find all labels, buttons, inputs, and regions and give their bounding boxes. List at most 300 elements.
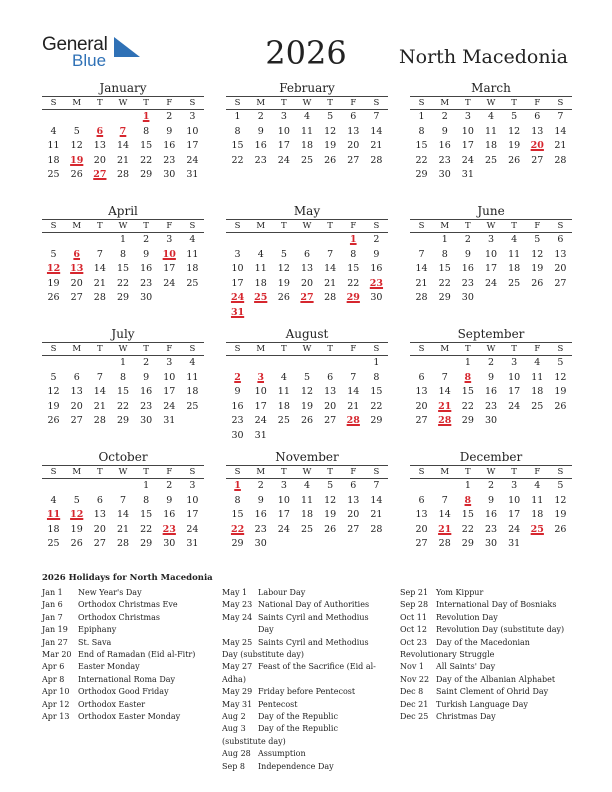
- holiday-date: Apr 8: [42, 674, 65, 684]
- empty-cell: [295, 233, 318, 248]
- day-cell: 19: [300, 400, 314, 412]
- day-cell: 18: [186, 386, 199, 397]
- weekday-header: [226, 465, 388, 479]
- day-cell: 19: [508, 140, 521, 151]
- weekday-label: W: [118, 221, 128, 231]
- day-cell: 22: [140, 523, 153, 535]
- weekday-label: F: [534, 221, 541, 231]
- holiday-date: Mar 20: [42, 650, 72, 660]
- day-cell: 3: [166, 234, 173, 245]
- day-cell: 15: [231, 509, 244, 520]
- day-cell: 23: [484, 400, 498, 412]
- day-cell: 13: [324, 386, 337, 397]
- day-cell: 22: [461, 523, 474, 535]
- day-cell: 5: [327, 111, 334, 122]
- holiday-name: New Year's Day: [78, 588, 142, 597]
- day-cell: 13: [300, 263, 314, 274]
- day-cell: 10: [163, 371, 176, 383]
- day-cell: 5: [73, 494, 80, 506]
- day-cell: 13: [531, 125, 544, 137]
- weekday-label: T: [143, 98, 149, 108]
- holiday-day-cell: 20: [530, 140, 544, 151]
- day-cell: 11: [484, 125, 498, 137]
- day-cell: 14: [438, 386, 451, 397]
- day-cell: 8: [234, 125, 241, 137]
- empty-cell: [88, 356, 111, 371]
- weekday-header: [410, 342, 572, 356]
- empty-cell: [226, 356, 249, 371]
- holiday-day-cell: 22: [230, 523, 245, 535]
- month-title: August: [285, 327, 329, 341]
- holiday-day-cell: 23: [369, 277, 384, 289]
- day-cell: 21: [116, 523, 130, 535]
- day-cell: 7: [350, 371, 357, 383]
- holiday-name: Revolution Day (substitute day): [436, 625, 565, 635]
- holiday-list-col-3: [400, 587, 575, 723]
- weekday-header: [42, 96, 204, 110]
- day-cell: 29: [140, 538, 153, 549]
- day-cell: 5: [50, 248, 57, 260]
- day-cell: 30: [438, 169, 451, 180]
- day-cell: 19: [531, 263, 544, 274]
- weekday-label: W: [302, 221, 312, 231]
- day-cell: 3: [280, 480, 287, 491]
- day-cell: 4: [487, 111, 495, 122]
- weekday-label: T: [465, 98, 471, 108]
- weekday-label: F: [166, 467, 173, 477]
- weekday-label: W: [486, 467, 496, 477]
- empty-cell: [88, 479, 111, 494]
- holiday-date: Apr 10: [42, 687, 70, 697]
- holiday-name: Epiphany: [78, 625, 117, 635]
- day-cell: 7: [373, 111, 380, 122]
- day-cell: 28: [116, 169, 130, 180]
- empty-cell: [65, 479, 88, 494]
- day-cell: 30: [370, 292, 383, 303]
- day-cell: 4: [50, 494, 57, 506]
- weekday-label: S: [189, 467, 196, 477]
- holiday-date: Nov 22: [400, 674, 430, 684]
- day-cell: 2: [257, 111, 264, 122]
- day-cell: 21: [93, 277, 106, 289]
- weekday-label: M: [72, 221, 82, 231]
- day-cell: 9: [166, 494, 173, 506]
- day-cell: 14: [438, 509, 451, 520]
- weekday-label: F: [166, 221, 173, 231]
- day-cell: 26: [324, 154, 337, 166]
- day-cell: 18: [531, 509, 544, 520]
- day-cell: 15: [231, 140, 244, 151]
- holiday-entry: [42, 612, 217, 624]
- day-cell: 11: [254, 263, 267, 274]
- day-cell: 27: [324, 415, 337, 426]
- day-cell: 28: [93, 415, 106, 426]
- day-grid: [410, 356, 572, 429]
- empty-cell: [433, 356, 456, 371]
- day-cell: 27: [70, 415, 83, 426]
- weekday-label: W: [118, 467, 128, 477]
- holiday-name: Saints Cyril and Methodius Day (substitute day): [222, 637, 369, 660]
- day-cell: 6: [73, 371, 80, 383]
- holiday-date: May 25: [222, 637, 253, 647]
- holiday-day-cell: 10: [162, 248, 176, 260]
- country-name: North Macedonia: [399, 46, 568, 68]
- holiday-entry: [400, 674, 575, 686]
- month-title: January: [99, 81, 147, 95]
- month-march: [410, 80, 572, 183]
- day-cell: 11: [277, 386, 290, 397]
- weekday-label: S: [189, 344, 196, 354]
- day-cell: 24: [163, 400, 176, 412]
- day-cell: 8: [373, 371, 380, 383]
- day-cell: 14: [116, 140, 130, 151]
- weekday-label: T: [97, 467, 103, 477]
- day-cell: 17: [508, 386, 521, 397]
- day-cell: 30: [231, 429, 244, 441]
- day-cell: 18: [300, 509, 314, 520]
- weekday-label: S: [557, 221, 564, 231]
- day-cell: 19: [47, 400, 60, 412]
- day-cell: 13: [70, 386, 83, 397]
- day-cell: 3: [511, 357, 518, 368]
- day-cell: 7: [441, 494, 448, 506]
- holiday-entry: [222, 761, 382, 773]
- holiday-day-cell: 29: [346, 292, 360, 303]
- day-cell: 21: [116, 154, 130, 166]
- day-cell: 21: [93, 400, 106, 412]
- weekday-label: M: [256, 98, 266, 108]
- holiday-entry: [400, 612, 575, 624]
- day-cell: 10: [231, 263, 244, 274]
- day-cell: 7: [96, 248, 103, 260]
- holiday-day-cell: 25: [254, 292, 268, 303]
- empty-cell: [65, 110, 88, 125]
- holiday-name: Assumption: [258, 749, 306, 759]
- empty-cell: [342, 356, 365, 371]
- day-cell: 22: [116, 400, 130, 412]
- holiday-day-cell: 12: [46, 263, 61, 274]
- day-cell: 5: [327, 480, 334, 491]
- day-cell: 25: [484, 154, 498, 166]
- day-cell: 30: [163, 169, 176, 180]
- holiday-entry: [400, 599, 575, 611]
- weekday-label: F: [350, 344, 357, 354]
- day-cell: 6: [303, 248, 311, 260]
- month-august: [226, 326, 388, 443]
- holiday-name: Day of the Republic (substitute day): [222, 724, 338, 746]
- holiday-date: May 29: [222, 687, 253, 697]
- day-cell: 18: [254, 277, 267, 289]
- day-cell: 10: [277, 125, 290, 137]
- weekday-label: S: [418, 344, 425, 354]
- weekday-label: T: [511, 98, 517, 108]
- weekday-label: S: [557, 98, 564, 108]
- empty-cell: [88, 110, 111, 125]
- day-cell: 28: [554, 154, 567, 166]
- holiday-entry: [222, 748, 382, 760]
- day-cell: 2: [464, 234, 471, 245]
- holiday-name: Easter Monday: [78, 662, 140, 672]
- day-cell: 24: [484, 277, 498, 289]
- day-cell: 22: [140, 154, 153, 166]
- day-cell: 22: [347, 277, 360, 289]
- day-cell: 20: [70, 277, 83, 289]
- weekday-label: T: [281, 467, 287, 477]
- day-cell: 1: [464, 480, 471, 491]
- day-cell: 26: [277, 292, 290, 303]
- day-cell: 3: [511, 480, 518, 491]
- weekday-label: S: [557, 467, 564, 477]
- weekday-label: S: [373, 221, 380, 231]
- day-cell: 15: [116, 386, 130, 397]
- holiday-day-cell: 28: [346, 415, 360, 426]
- day-cell: 25: [300, 154, 314, 166]
- weekday-label: S: [50, 467, 57, 477]
- holiday-day-cell: 8: [464, 371, 472, 383]
- day-cell: 15: [347, 263, 360, 274]
- day-grid: [410, 479, 572, 552]
- day-cell: 10: [186, 125, 199, 137]
- day-cell: 11: [508, 248, 521, 260]
- day-cell: 18: [47, 154, 60, 166]
- empty-cell: [249, 356, 272, 371]
- day-cell: 29: [116, 415, 130, 426]
- holiday-day-cell: 6: [96, 125, 104, 137]
- day-cell: 16: [140, 263, 153, 274]
- day-cell: 22: [116, 277, 130, 289]
- month-july: [42, 326, 204, 429]
- day-cell: 14: [116, 509, 130, 520]
- day-grid: [226, 479, 388, 552]
- day-cell: 12: [508, 125, 521, 137]
- empty-cell: [410, 356, 433, 371]
- holiday-name: Orthodox Easter: [78, 699, 146, 709]
- day-grid: [410, 110, 572, 183]
- day-cell: 3: [189, 111, 196, 122]
- day-cell: 28: [438, 538, 451, 549]
- weekday-label: W: [302, 467, 312, 477]
- holiday-name: International Roma Day: [78, 674, 176, 684]
- holiday-name: Yom Kippur: [436, 588, 484, 597]
- day-cell: 31: [186, 538, 199, 549]
- holiday-day-cell: 3: [257, 371, 265, 383]
- month-june: [410, 203, 572, 306]
- weekday-label: F: [534, 98, 541, 108]
- day-cell: 17: [186, 140, 199, 151]
- day-cell: 8: [234, 494, 241, 506]
- day-cell: 14: [370, 494, 383, 506]
- holiday-entry: [42, 686, 217, 698]
- weekday-header: [42, 465, 204, 479]
- weekday-label: T: [97, 98, 103, 108]
- holiday-date: Oct 11: [400, 612, 427, 622]
- day-cell: 30: [140, 292, 153, 303]
- day-grid: [410, 233, 572, 306]
- holiday-name: Revolution Day: [436, 612, 498, 622]
- day-cell: 20: [93, 154, 106, 166]
- holiday-date: Jan 19: [42, 625, 68, 635]
- holiday-name: Labour Day: [258, 588, 306, 597]
- day-cell: 2: [373, 234, 380, 245]
- day-cell: 3: [464, 111, 471, 122]
- day-cell: 21: [347, 400, 360, 412]
- weekday-label: T: [281, 98, 287, 108]
- holiday-day-cell: 28: [438, 415, 452, 426]
- holiday-name: Friday before Pentecost: [258, 687, 356, 697]
- day-cell: 4: [280, 371, 287, 383]
- day-cell: 15: [438, 263, 451, 274]
- holidays-title: 2026 Holidays for North Macedonia: [42, 573, 213, 583]
- weekday-label: W: [486, 344, 496, 354]
- day-cell: 14: [93, 263, 106, 274]
- month-title: February: [279, 81, 335, 95]
- weekday-header: [226, 342, 388, 356]
- day-cell: 8: [350, 248, 357, 260]
- weekday-label: F: [534, 467, 541, 477]
- day-cell: 30: [163, 538, 176, 549]
- day-cell: 21: [370, 509, 383, 520]
- day-cell: 12: [554, 371, 567, 383]
- day-cell: 16: [461, 263, 474, 274]
- month-title: July: [111, 327, 135, 341]
- holiday-entry: [222, 699, 382, 711]
- month-october: [42, 449, 204, 552]
- day-cell: 18: [508, 263, 521, 274]
- day-cell: 15: [140, 509, 153, 520]
- day-cell: 1: [418, 111, 425, 122]
- weekday-label: W: [118, 344, 128, 354]
- day-cell: 15: [415, 140, 428, 151]
- day-cell: 20: [415, 523, 428, 535]
- day-cell: 14: [415, 263, 428, 274]
- holiday-name: International Day of Bosniaks: [436, 600, 557, 610]
- day-cell: 14: [324, 263, 337, 274]
- weekday-label: F: [534, 344, 541, 354]
- day-cell: 29: [438, 292, 451, 303]
- holiday-name: Turkish Language Day: [436, 699, 528, 709]
- holiday-date: Aug 3: [222, 724, 246, 734]
- day-cell: 26: [554, 400, 567, 412]
- holiday-day-cell: 8: [464, 494, 472, 506]
- weekday-header: [410, 96, 572, 110]
- day-cell: 15: [461, 386, 474, 397]
- weekday-label: T: [281, 344, 287, 354]
- holiday-entry: [222, 637, 382, 662]
- day-cell: 26: [47, 415, 60, 426]
- day-cell: 1: [143, 480, 150, 491]
- holiday-entry: [42, 711, 217, 723]
- empty-cell: [111, 479, 134, 494]
- month-title: June: [477, 204, 505, 218]
- holiday-list-col-2: [222, 587, 382, 773]
- holiday-date: May 23: [222, 600, 253, 610]
- holiday-date: Apr 6: [42, 662, 65, 672]
- month-december: [410, 449, 572, 552]
- holiday-entry: [400, 624, 575, 636]
- day-cell: 16: [140, 386, 153, 397]
- day-cell: 24: [163, 277, 176, 289]
- holiday-name: End of Ramadan (Eid al-Fitr): [78, 650, 196, 660]
- day-cell: 10: [186, 494, 199, 506]
- weekday-label: F: [166, 98, 173, 108]
- holiday-name: Orthodox Christmas: [78, 612, 160, 622]
- day-cell: 10: [484, 248, 498, 260]
- day-cell: 8: [119, 248, 127, 260]
- day-cell: 26: [324, 523, 337, 535]
- day-cell: 2: [487, 480, 495, 491]
- holiday-date: Jan 1: [42, 588, 63, 597]
- day-cell: 13: [93, 140, 106, 151]
- holiday-day-cell: 27: [300, 292, 314, 303]
- day-cell: 17: [461, 140, 474, 151]
- day-cell: 19: [324, 140, 337, 151]
- day-cell: 18: [186, 263, 199, 274]
- weekday-label: T: [143, 467, 149, 477]
- weekday-label: S: [189, 221, 196, 231]
- holiday-date: May 31: [222, 699, 253, 709]
- day-cell: 25: [277, 415, 290, 426]
- weekday-label: S: [418, 98, 425, 108]
- holiday-entry: [42, 637, 217, 649]
- day-cell: 20: [554, 263, 567, 274]
- holiday-date: May 27: [222, 662, 253, 672]
- day-cell: 9: [373, 248, 380, 260]
- holiday-date: Apr 12: [42, 699, 70, 709]
- weekday-label: M: [72, 344, 82, 354]
- weekday-label: W: [302, 98, 312, 108]
- holiday-name: Christmas Day: [436, 712, 496, 722]
- day-cell: 26: [300, 415, 314, 426]
- day-cell: 31: [254, 429, 267, 441]
- day-cell: 2: [143, 357, 150, 368]
- weekday-label: T: [511, 344, 517, 354]
- day-cell: 2: [166, 111, 173, 122]
- weekday-label: W: [302, 344, 312, 354]
- holiday-entry: [400, 637, 575, 662]
- empty-cell: [42, 233, 65, 248]
- day-cell: 13: [415, 386, 428, 397]
- weekday-label: T: [465, 467, 471, 477]
- empty-cell: [410, 479, 433, 494]
- day-cell: 23: [254, 523, 267, 535]
- day-cell: 5: [303, 371, 311, 383]
- weekday-label: S: [418, 221, 425, 231]
- holiday-day-cell: 25: [530, 523, 544, 535]
- day-cell: 27: [415, 415, 428, 426]
- day-cell: 17: [186, 509, 199, 520]
- day-cell: 5: [534, 234, 541, 245]
- month-september: [410, 326, 572, 429]
- day-grid: [42, 356, 204, 429]
- day-cell: 26: [70, 169, 83, 180]
- month-title: September: [457, 327, 525, 341]
- day-cell: 28: [370, 523, 383, 535]
- holiday-date: May 1: [222, 588, 248, 597]
- holiday-entry: [222, 612, 382, 637]
- day-cell: 7: [96, 371, 103, 383]
- holiday-date: Sep 8: [222, 761, 245, 771]
- day-cell: 10: [277, 494, 290, 506]
- day-cell: 16: [163, 140, 176, 151]
- holiday-day-cell: 6: [73, 248, 81, 260]
- day-cell: 24: [508, 523, 521, 535]
- holiday-date: Nov 1: [400, 662, 424, 672]
- holiday-date: Jan 6: [42, 600, 63, 610]
- day-cell: 15: [140, 140, 153, 151]
- day-cell: 28: [116, 538, 130, 549]
- day-cell: 2: [257, 480, 264, 491]
- day-cell: 6: [534, 111, 541, 122]
